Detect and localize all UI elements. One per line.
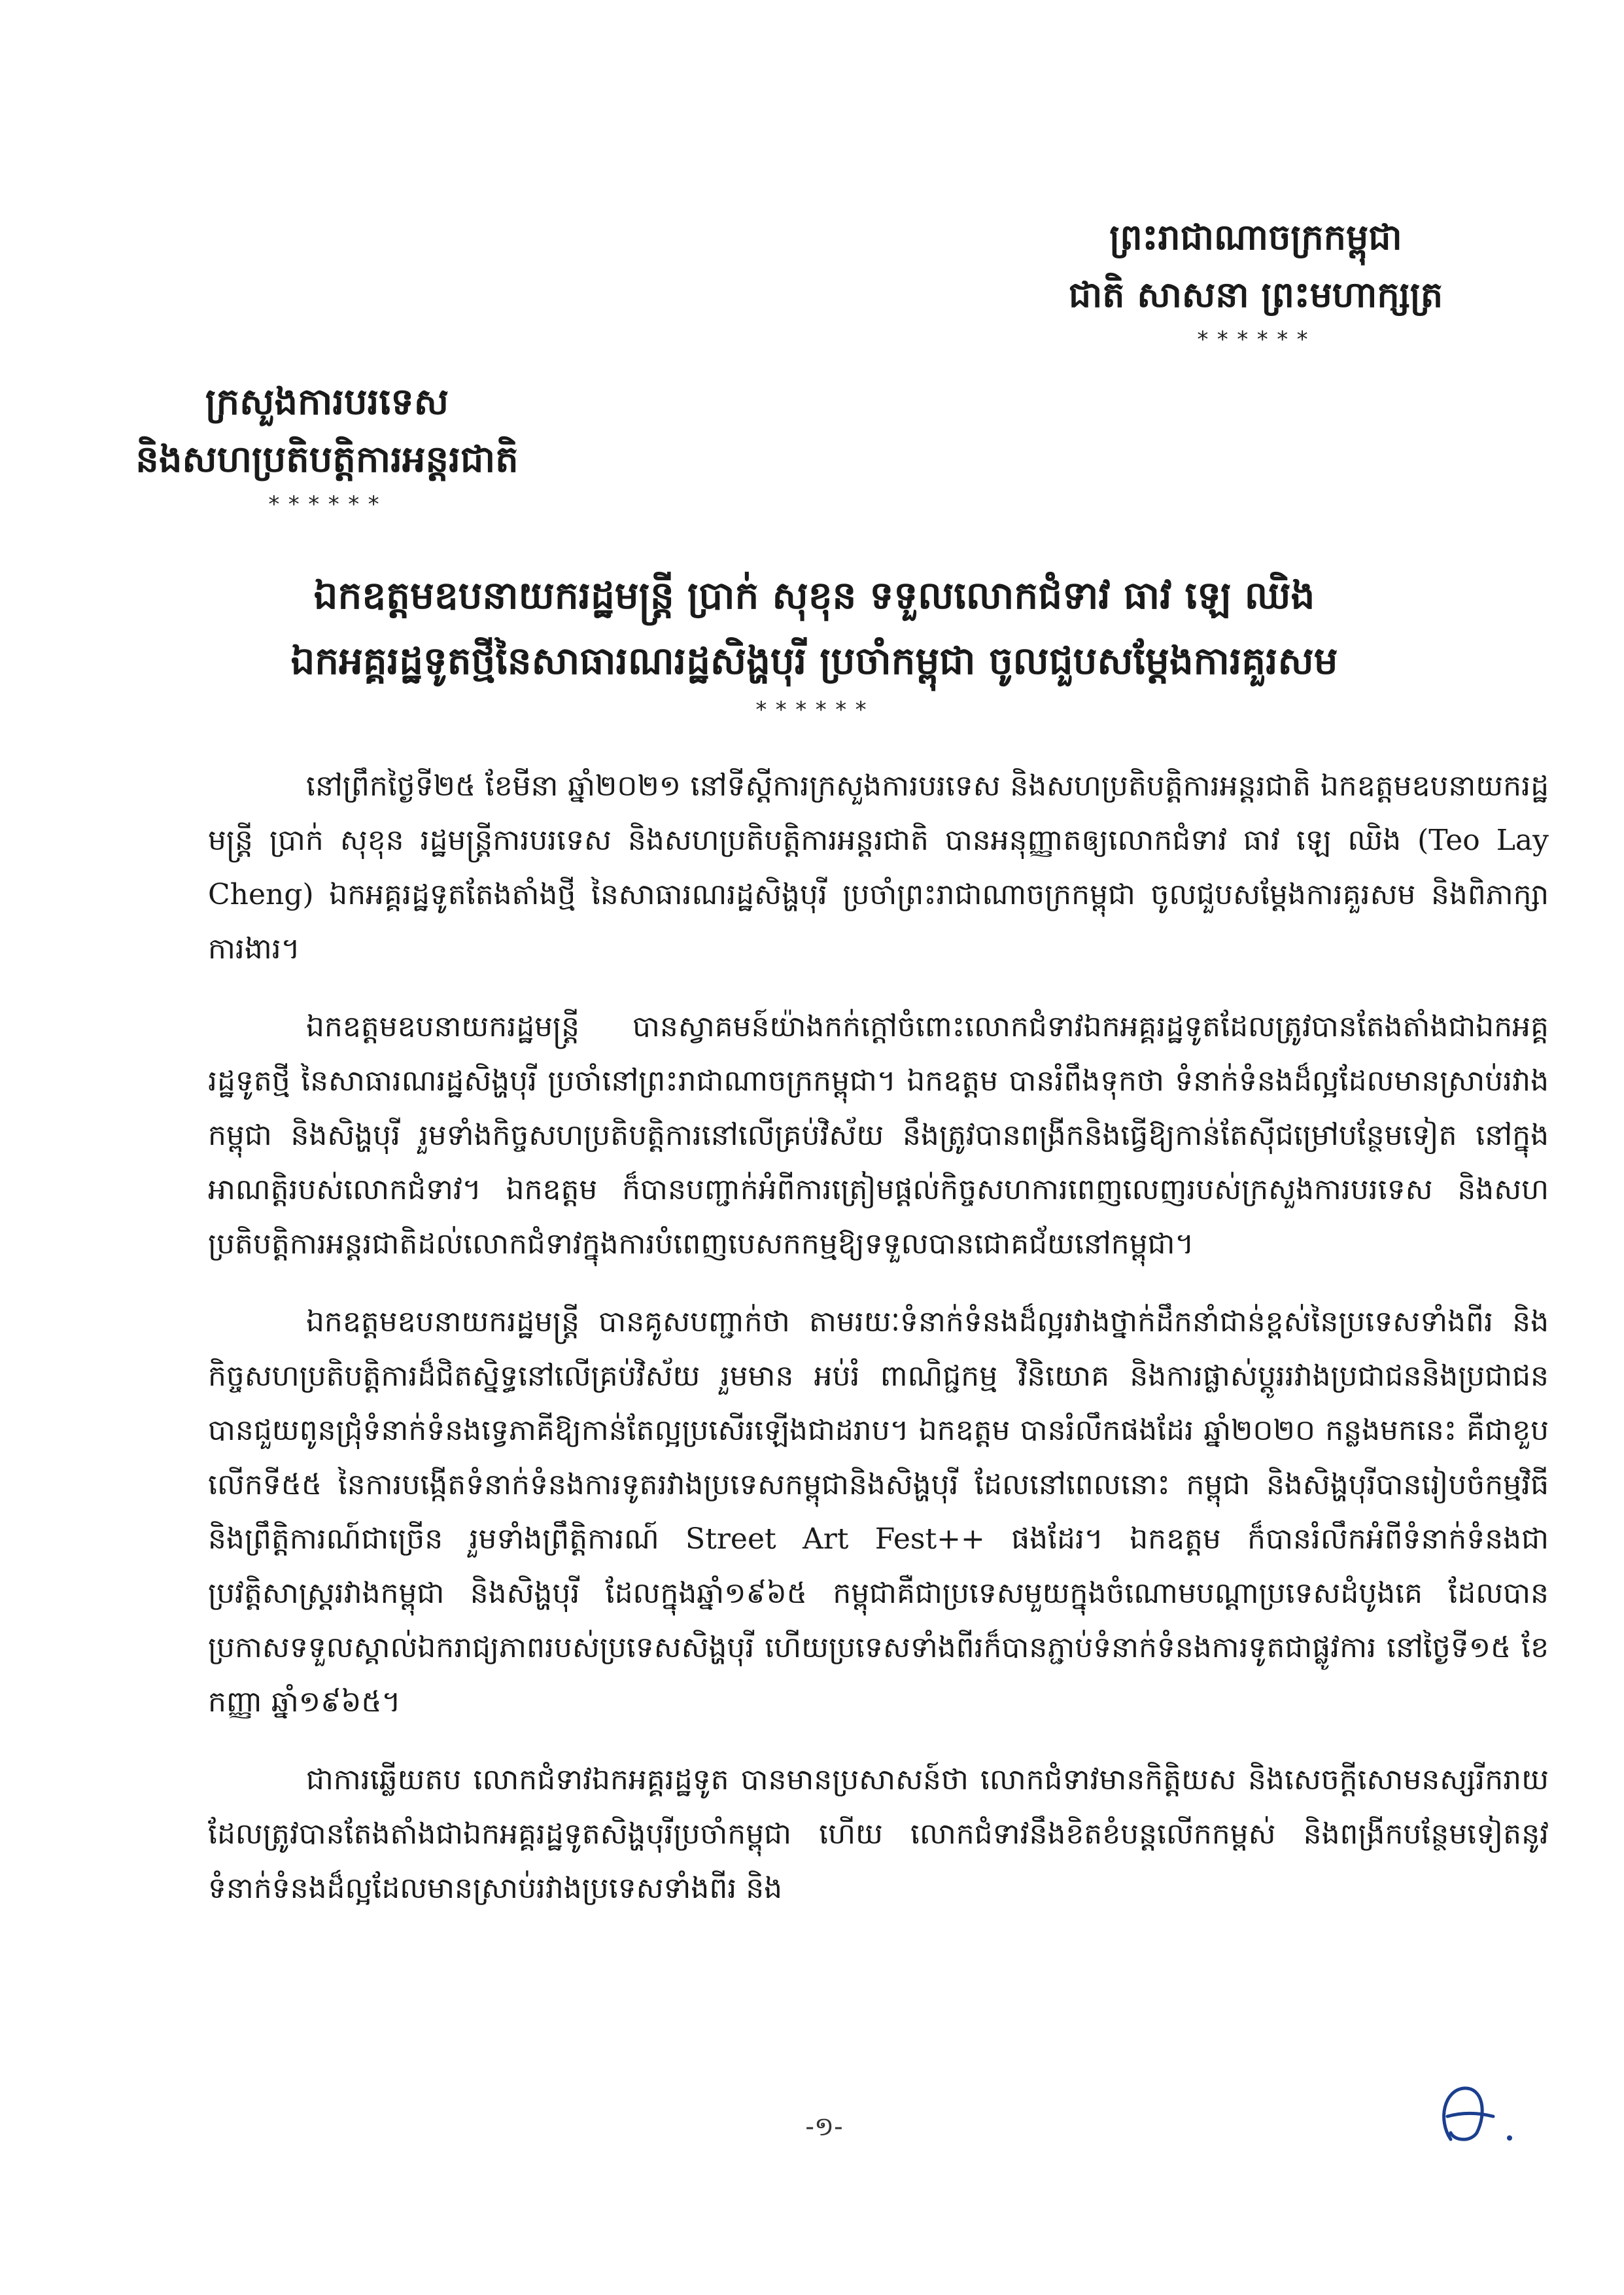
kingdom-title: ព្រះរាជាណាចក្រកម្ពុជា (1109, 216, 1402, 258)
headline-divider-stars: ****** (754, 697, 874, 723)
ministry-header (72, 373, 582, 521)
national-motto: ជាតិ សាសនា ព្រះមហាក្សត្រ (1068, 273, 1443, 315)
paragraph-2: ឯកឧត្តមឧបនាយករដ្ឋមន្ត្រី បានស្វាគមន៍យ៉ាងកក់ក្តៅចំពោះលោកជំទាវឯកអគ្គរដ្ឋទូតដែលត្រូវបានតែងតាំងជាឯកអគ្គរដ្ឋទូតថ្មី នៃសាធារណរដ្ឋសិង្ហបុរី ប្រចាំនៅព្រះរាជាណាចក្រកម្ពុជា។ ឯកឧត្តម បានរំពឹងទុកថា ទំនាក់ទំនងដ៏ល្អដែលមានស្រាប់រវាងកម្ពុជា និងសិង្ហបុរី រួមទាំងកិច្ចសហប្រតិបត្តិការនៅលើគ្រប់វិស័យ នឹងត្រូវបានពង្រីកនិងធ្វើឱ្យកាន់តែស៊ីជម្រៅបន្ថែមទៀត នៅក្នុងអាណត្តិរបស់លោកជំទាវ។ ឯកឧត្តម ក៏បានបញ្ជាក់អំពីការត្រៀមផ្តល់កិច្ចសហការពេញលេញរបស់ក្រសួងការបរទេស និងសហប្រតិបត្តិការអន្តរជាតិដល់លោកជំទាវក្នុងការបំពេញបេសកកម្មឱ្យទទួលបានជោគជ័យនៅកម្ពុជា។ (208, 1010, 1549, 1261)
paragraph-4: ជាការឆ្លើយតប លោកជំទាវឯកអគ្គរដ្ឋទូត បានមានប្រសាសន៍ថា លោកជំទាវមានកិត្តិយស និងសេចក្តីសោមនស្សរីករាយ ដែលត្រូវបានតែងតាំងជាឯកអគ្គរដ្ឋទូតសិង្ហបុរីប្រចាំកម្ពុជា ហើយ លោកជំទាវនឹងខិតខំបន្តលើកកម្ពស់ និងពង្រីកបន្ថែមទៀតនូវទំនាក់ទំនងដ៏ល្អដែលមានស្រាប់រវាងប្រទេសទាំងពីរ និង (208, 1763, 1549, 1905)
ministry-name-line2: និងសហប្រតិបត្តិការអន្តរជាតិ (135, 438, 519, 481)
press-release-headline (131, 563, 1498, 726)
royal-divider-stars: ****** (1196, 326, 1316, 353)
headline-line2: ឯកអគ្គរដ្ឋទូតថ្មីនៃសាធារណរដ្ឋសិង្ហបុរី ប្រចាំកម្ពុជា ចូលជួបសម្តែងការគួរសម (290, 639, 1338, 683)
paragraph-3: ឯកឧត្តមឧបនាយករដ្ឋមន្ត្រី បានគូសបញ្ជាក់ថា តាមរយៈទំនាក់ទំនងដ៏ល្អរវាងថ្នាក់ដឹកនាំជាន់ខ្ពស់នៃប្រទេសទាំងពីរ និងកិច្ចសហប្រតិបត្តិការដ៏ជិតស្និទ្ធនៅលើគ្រប់វិស័យ រួមមាន អប់រំ ពាណិជ្ជកម្ម វិនិយោគ និងការផ្លាស់ប្តូររវាងប្រជាជននិងប្រជាជន បានជួយពូនជ្រុំទំនាក់ទំនងទ្វេភាគីឱ្យកាន់តែល្អប្រសើរឡើងជាដរាប។ ឯកឧត្តម បានរំលឹកផងដែរ ឆ្នាំ២០២០ កន្លងមកនេះ គឺជាខួបលើកទី៥៥ នៃការបង្កើតទំនាក់ទំនងការទូតរវាងប្រទេសកម្ពុជានិងសិង្ហបុរី ដែលនៅពេលនោះ កម្ពុជា និងសិង្ហបុរីបានរៀបចំកម្មវិធី និងព្រឹត្តិការណ៍ជាច្រើន រួមទាំងព្រឹត្តិការណ៍ Street Art Fest++ ផងដែរ។ ឯកឧត្តម ក៏បានរំលឹកអំពីទំនាក់ទំនងជាប្រវត្តិសាស្ត្ររវាងកម្ពុជា និងសិង្ហបុរី ដែលក្នុងឆ្នាំ១៩៦៥ កម្ពុជាគឺជាប្រទេសមួយក្នុងចំណោមបណ្តាប្រទេសដំបូងគេ ដែលបានប្រកាសទទួលស្គាល់ឯករាជ្យភាពរបស់ប្រទេសសិង្ហបុរី ហើយប្រទេសទាំងពីរក៏បានភ្ជាប់ទំនាក់ទំនងការទូតជាផ្លូវការ នៅថ្ងៃទី១៥ ខែកញ្ញា ឆ្នាំ១៩៦៥។ (208, 1305, 1549, 1719)
ministry-name-line1: ក្រសួងការបរទេស (205, 380, 449, 423)
headline-line1: ឯកឧត្តមឧបនាយករដ្ឋមន្ត្រី ប្រាក់ សុខុន ទទួលលោកជំទាវ ធាវ ឡេ ឈិង (313, 573, 1315, 618)
page-number: -១- (805, 2112, 843, 2142)
ministry-divider-stars: ****** (267, 491, 387, 517)
paragraph-1: នៅព្រឹកថ្ងៃទី២៥ ខែមីនា ឆ្នាំ២០២១ នៅទីស្តីការក្រសួងការបរទេស និងសហប្រតិបត្តិការអន្តរជាតិ ឯកឧត្តមឧបនាយករដ្ឋមន្ត្រី ប្រាក់ សុខុន រដ្ឋមន្ត្រីការបរទេស និងសហប្រតិបត្តិការអន្តរជាតិ បានអនុញ្ញាតឲ្យលោកជំទាវ ធាវ ឡេ ឈិង (Teo Lay Cheng) ឯកអគ្គរដ្ឋទូតតែងតាំងថ្មី នៃសាធារណរដ្ឋសិង្ហបុរី ប្រចាំព្រះរាជាណាចក្រកម្ពុជា ចូលជួបសម្តែងការគួរសម និងពិភាក្សាការងារ។ (208, 769, 1549, 966)
handwritten-initials-icon (1431, 2080, 1523, 2152)
body-text (208, 759, 1549, 1939)
royal-header (968, 208, 1544, 356)
